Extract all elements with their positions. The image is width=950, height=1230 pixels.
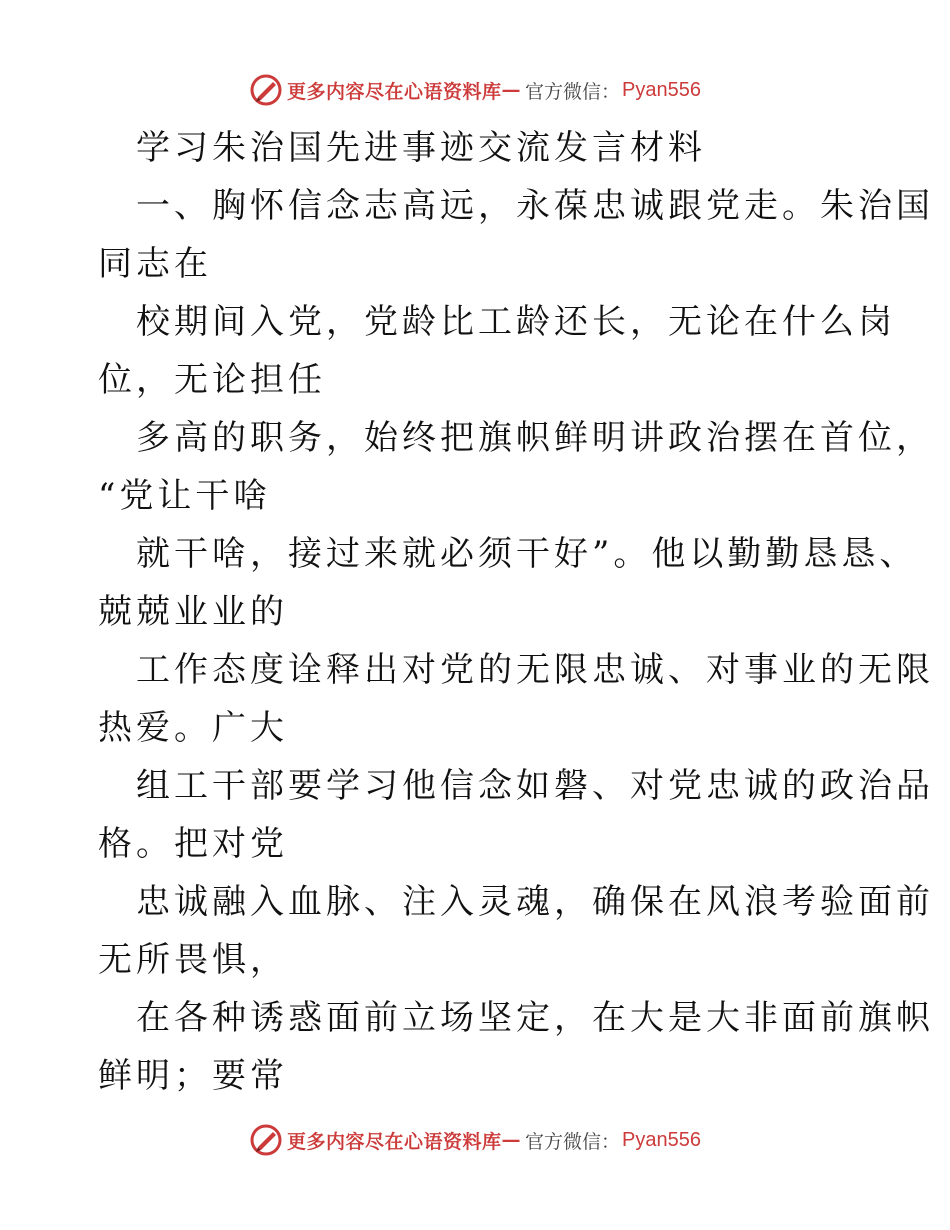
text-line: 工作态度诠释出对党的无限忠诚、对事业的无限	[136, 650, 934, 690]
watermark-dash: —	[501, 79, 522, 101]
text-line: 一、胸怀信念志高远，永葆忠诚跟党走。朱治国	[136, 186, 934, 226]
watermark-id: Pyan556	[622, 78, 701, 101]
document-body	[98, 122, 934, 1108]
watermark-label: 官方微信：	[525, 1130, 621, 1153]
watermark-dash: —	[501, 1129, 522, 1151]
text-line: 忠诚融入血脉、注入灵魂，确保在风浪考验面前	[136, 882, 934, 922]
text-line: 鲜明；要常	[98, 1056, 288, 1096]
text-line: 在各种诱惑面前立场坚定，在大是大非面前旗帜	[136, 998, 934, 1038]
text-line: “党让干啥	[98, 476, 272, 516]
watermark-id: Pyan556	[622, 1128, 701, 1151]
watermark-text: 更多内容尽在心语资料库	[287, 80, 502, 103]
watermark-text: 更多内容尽在心语资料库	[287, 1130, 502, 1153]
document-title: 学习朱治国先进事迹交流发言材料	[136, 128, 706, 168]
pen-logo-icon	[249, 73, 283, 107]
text-line: 就干啥，接过来就必须干好”。他以勤勤恳恳、	[136, 534, 918, 574]
text-line: 同志在	[98, 244, 212, 284]
text-line: 多高的职务，始终把旗帜鲜明讲政治摆在首位，	[136, 418, 934, 458]
text-line: 位，无论担任	[98, 360, 326, 400]
header-watermark	[0, 70, 950, 110]
text-line: 校期间入党，党龄比工龄还长，无论在什么岗	[136, 302, 896, 342]
text-line: 无所畏惧，	[98, 940, 288, 980]
text-line: 热爱。广大	[98, 708, 288, 748]
text-line: 格。把对党	[98, 824, 288, 864]
text-line: 组工干部要学习他信念如磐、对党忠诚的政治品	[136, 766, 934, 806]
footer-watermark	[0, 1120, 950, 1160]
text-line: 兢兢业业的	[98, 592, 288, 632]
watermark-label: 官方微信：	[525, 80, 621, 103]
pen-logo-icon	[249, 1123, 283, 1157]
